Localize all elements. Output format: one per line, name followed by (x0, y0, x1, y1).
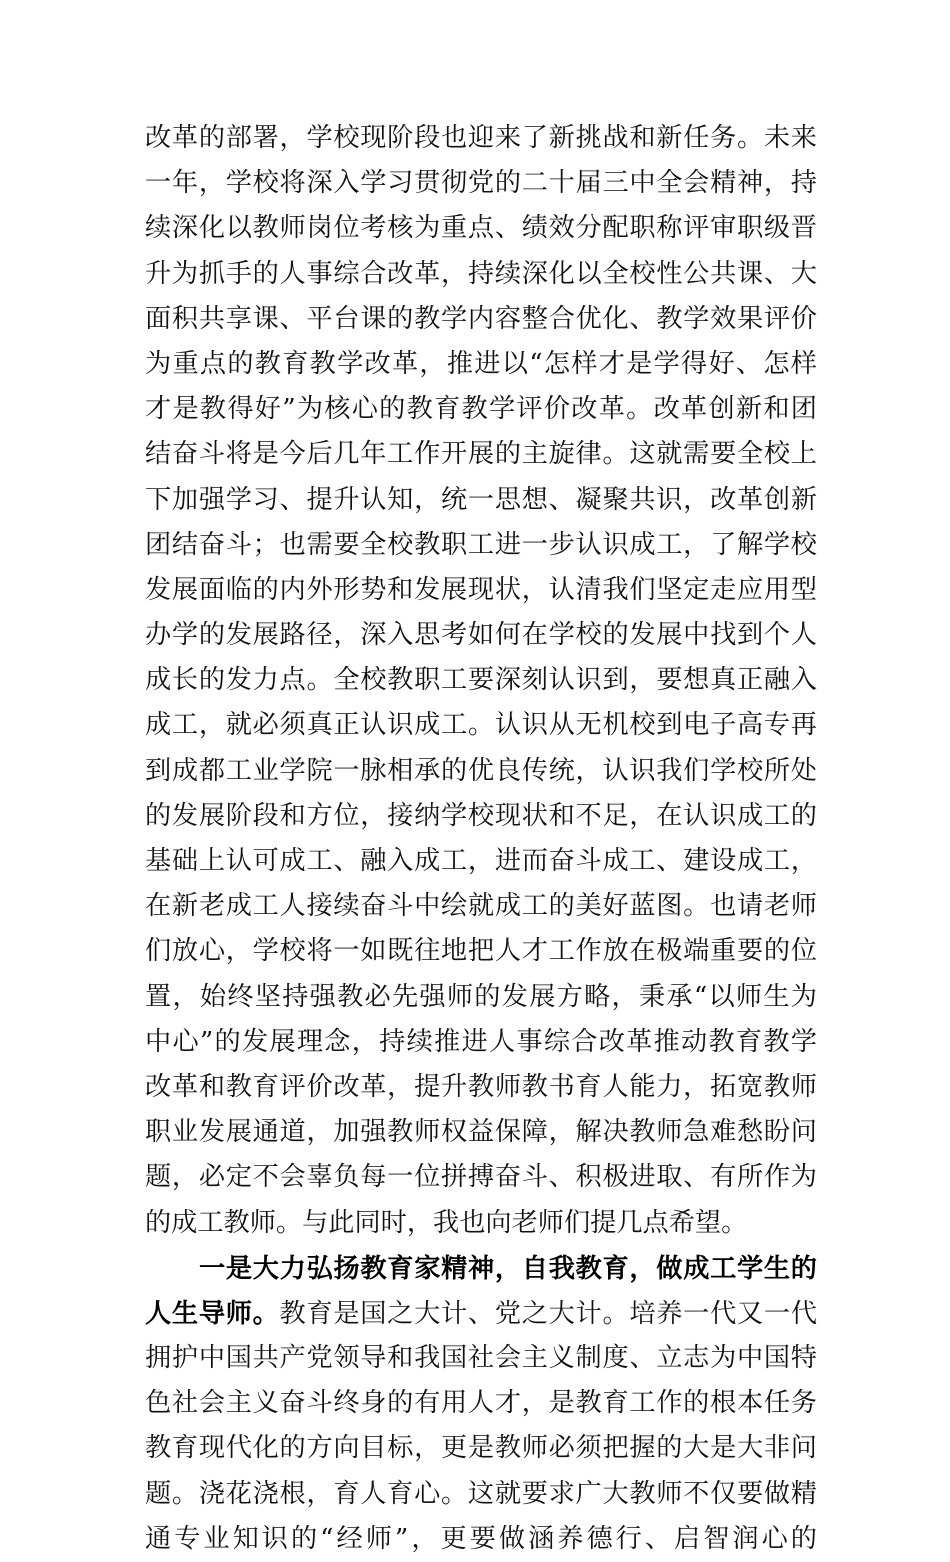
text-line: 基础上认可成工、融入成工，进而奋斗成工、建设成工， (145, 846, 817, 876)
text-line: 题。浇花浇根，育人育心。这就要求广大教师不仅要做精 (145, 1478, 817, 1509)
bold-heading-end: 人生导师。 (145, 1297, 280, 1329)
text-line: 为重点的教育教学改革，推进以“怎样才是学得好、怎样 (145, 348, 817, 379)
text-line: 办学的发展路径，深入思考如何在学校的发展中找到个人 (145, 620, 817, 651)
text-line: 拥护中国共产党领导和我国社会主义制度、立志为中国特 (145, 1343, 817, 1374)
text-line: 改革的部署，学校现阶段也迎来了新挑战和新任务。未来 (145, 123, 817, 153)
text-line: 通专业知识的“经师”，更要做涵养德行、启智润心的 (145, 1523, 817, 1554)
document-body (145, 116, 817, 1562)
text-line: 发展面临的内外形势和发展现状，认清我们坚定走应用型 (145, 574, 817, 605)
paragraph-1 (145, 116, 817, 1246)
text-line: 教育现代化的方向目标，更是教师必须把握的大是大非问 (145, 1433, 817, 1464)
text-line: 职业发展通道，加强教师权益保障，解决教师急难愁盼问 (145, 1117, 817, 1148)
text-line: 续深化以教师岗位考核为重点、绩效分配职称评审职级晋 (145, 213, 817, 244)
text-line: 色社会主义奋斗终身的有用人才，是教育工作的根本任务 (145, 1388, 817, 1419)
text-line: 改革和教育评价改革，提升教师教书育人能力，拓宽教师 (145, 1071, 817, 1102)
text-line: 题，必定不会辜负每一位拼搏奋斗、积极进取、有所作为 (145, 1162, 817, 1193)
text-line: 中心”的发展理念，持续推进人事综合改革推动教育教学 (145, 1026, 817, 1057)
mixed-line (145, 1291, 817, 1336)
text-line: 在新老成工人接续奋斗中绘就成工的美好蓝图。也请老师 (145, 891, 817, 922)
text-line: 下加强学习、提升认知，统一思想、凝聚共识，改革创新 (145, 484, 817, 515)
text-line: 成工，就必须真正认识成工。认识从无机校到电子高专再 (145, 710, 817, 741)
text-line: 们放心，学校将一如既往地把人才工作放在极端重要的位 (145, 936, 817, 967)
text-line: 成长的发力点。全校教职工要深刻认识到，要想真正融入 (145, 665, 817, 696)
bold-heading-line: 一是大力弘扬教育家精神，自我教育，做成工学生的 (199, 1252, 817, 1284)
text-line: 面积共享课、平台课的教学内容整合优化、教学效果评价 (145, 303, 817, 334)
text-line: 置，始终坚持强教必先强师的发展方略，秉承“以师生为 (145, 981, 817, 1012)
text-line: 一年，学校将深入学习贯彻党的二十届三中全会精神，持 (145, 168, 817, 199)
text-line: 才是教得好”为核心的教育教学评价改革。改革创新和团 (145, 394, 817, 425)
text-line: 到成都工业学院一脉相承的优良传统，认识我们学校所处 (145, 755, 817, 786)
text-line: 团结奋斗；也需要全校教职工进一步认识成工，了解学校 (145, 529, 817, 560)
text-line-rest: 教育是国之大计、党之大计。培养一代又一代 (279, 1298, 818, 1329)
text-line: 的成工教师。与此同时，我也向老师们提几点希望。 (145, 1207, 748, 1238)
text-line: 的发展阶段和方位，接纳学校现状和不足，在认识成工的 (145, 800, 817, 831)
text-line: 升为抓手的人事综合改革，持续深化以全校性公共课、大 (145, 258, 817, 289)
paragraph-2 (145, 1246, 817, 1562)
text-line: 结奋斗将是今后几年工作开展的主旋律。这就需要全校上 (145, 439, 817, 470)
